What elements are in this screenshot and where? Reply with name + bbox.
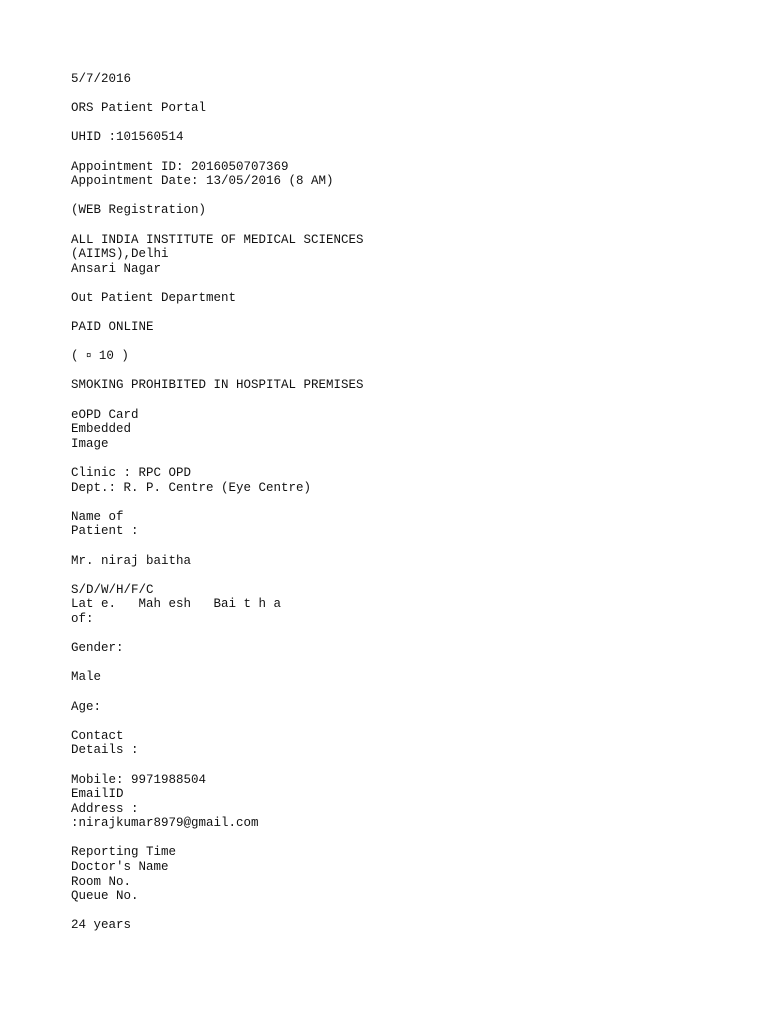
age-value-block: [71, 918, 731, 933]
reporting-time-label: Reporting Time: [71, 845, 177, 860]
portal-title: ORS Patient Portal: [71, 101, 207, 116]
opd-slip-document: [71, 72, 731, 933]
fee-amount: [71, 349, 731, 364]
visit-info-block: [71, 845, 731, 903]
card-line1: eOPD Card: [71, 407, 139, 422]
date-block: [71, 72, 731, 87]
uhid-block: [71, 130, 731, 145]
relation-block: [71, 583, 731, 627]
contact-details-block: [71, 773, 731, 831]
institute-name-line1: ALL INDIA INSTITUTE OF MEDICAL SCIENCES: [71, 232, 364, 247]
contact-label-line1: Contact: [71, 728, 124, 743]
department-name: Out Patient Department: [71, 290, 237, 305]
age-value: 24 years: [71, 918, 132, 933]
contact-label-line2: Details :: [71, 743, 139, 758]
patient-name-block: [71, 554, 731, 569]
appointment-id: Appointment ID: 2016050707369: [71, 159, 289, 174]
address-label: Address :: [71, 801, 139, 816]
currency-icon: ¤: [86, 351, 92, 362]
print-date: 5/7/2016: [71, 72, 132, 86]
payment-block: [71, 320, 731, 335]
gender-label-block: [71, 641, 731, 656]
uhid: UHID :101560514: [71, 130, 184, 145]
patient-name-label-line1: Name of: [71, 509, 124, 524]
card-image-block: [71, 408, 731, 452]
registration-block: [71, 203, 731, 218]
fee-open-paren: (: [71, 349, 87, 364]
patient-name-label-line2: Patient :: [71, 524, 139, 539]
institute-address: Ansari Nagar: [71, 261, 162, 276]
relation-value: Lat e. Mah esh Bai t h a: [71, 597, 282, 612]
payment-status: PAID ONLINE: [71, 320, 154, 335]
clinic-block: [71, 466, 731, 495]
age-label: Age:: [71, 699, 102, 714]
fee-value: 10 ): [91, 349, 129, 364]
card-line2: Embedded: [71, 422, 132, 437]
gender-label: Gender:: [71, 641, 124, 656]
department-block: [71, 291, 731, 306]
notice-block: [71, 378, 731, 393]
fee-block: [71, 349, 731, 364]
age-label-block: [71, 700, 731, 715]
appointment-date: Appointment Date: 13/05/2016 (8 AM): [71, 174, 334, 189]
portal-title-block: [71, 101, 731, 116]
clinic-dept: Dept.: R. P. Centre (Eye Centre): [71, 480, 312, 495]
queue-no-label: Queue No.: [71, 889, 139, 904]
doctor-name-label: Doctor's Name: [71, 860, 169, 875]
institute-name-line2: (AIIMS),Delhi: [71, 247, 169, 262]
gender-value: Male: [71, 670, 102, 685]
mobile-number: Mobile: 9971988504: [71, 772, 207, 787]
relation-label-line1: S/D/W/H/F/C: [71, 582, 154, 597]
card-line3: Image: [71, 436, 109, 451]
contact-label-block: [71, 729, 731, 758]
patient-name-label-block: [71, 510, 731, 539]
institute-block: [71, 233, 731, 277]
smoking-notice: SMOKING PROHIBITED IN HOSPITAL PREMISES: [71, 378, 364, 393]
registration-type: (WEB Registration): [71, 203, 207, 218]
patient-name: Mr. niraj baitha: [71, 553, 192, 568]
gender-value-block: [71, 670, 731, 685]
email-value: :nirajkumar8979@gmail.com: [71, 816, 259, 831]
appointment-block: [71, 160, 731, 189]
clinic-name: Clinic : RPC OPD: [71, 466, 192, 481]
email-label: EmailID: [71, 787, 124, 802]
relation-label-line2: of:: [71, 611, 94, 626]
room-no-label: Room No.: [71, 874, 132, 889]
